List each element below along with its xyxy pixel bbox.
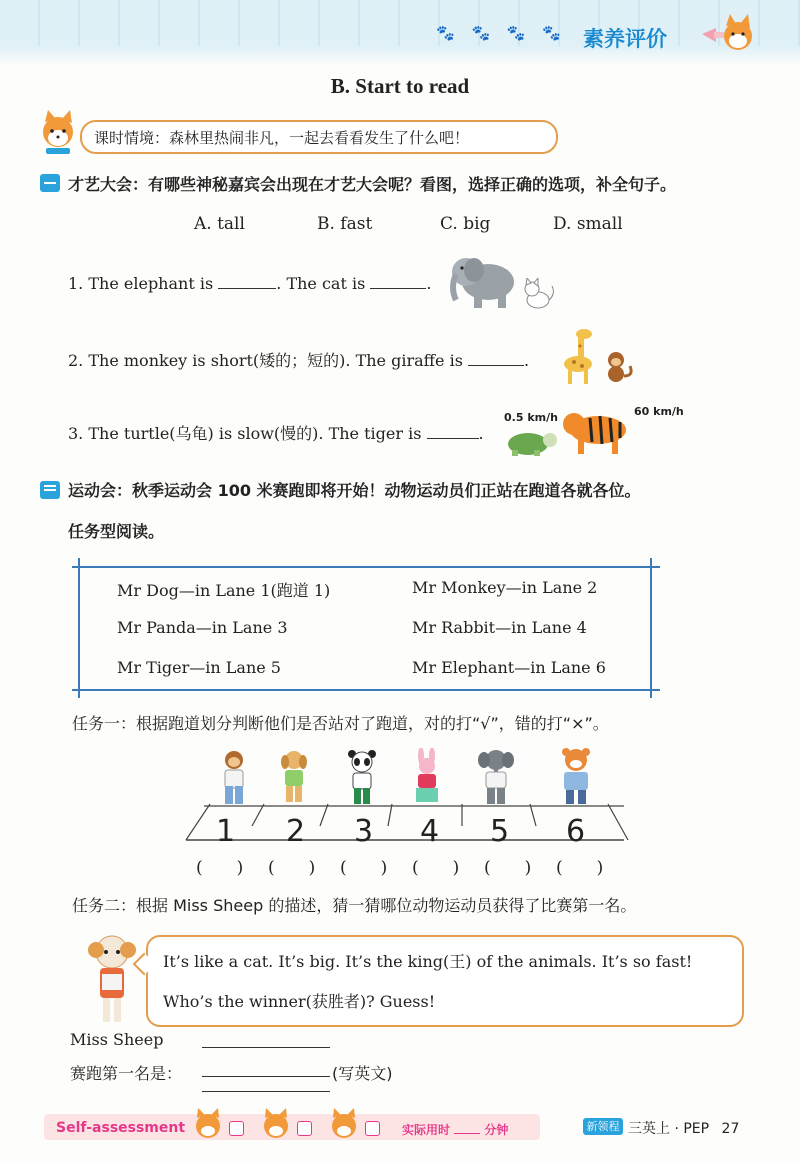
reading-box-left [78, 558, 80, 698]
section-two-badge [40, 481, 60, 499]
lane-number-5: 5 [490, 814, 510, 849]
elephant-icon [448, 252, 518, 310]
reading-box-right [650, 558, 652, 698]
bubble-line-1: It’s like a cat. It’s big. It’s the king(王) of the animals. It’s so fast! [163, 952, 693, 971]
cat-icon [520, 278, 556, 310]
question-3-part-a: 3. The turtle(乌龟) is slow(慢的). The tiger is [68, 424, 422, 443]
option-a: A. tall [194, 214, 245, 234]
section-one-badge [40, 174, 60, 192]
fox-trumpet-icon [700, 14, 756, 56]
scenario-text: 课时情境：森林里热闹非凡，一起去看看发生了什么吧！ [94, 129, 470, 147]
assessment-checkbox-3[interactable] [365, 1121, 380, 1136]
elephant-runner-icon [476, 748, 516, 808]
tiger-icon [560, 404, 632, 456]
lane-info-rabbit: Mr Rabbit—in Lane 4 [412, 618, 587, 637]
answer-paren-5[interactable]: ( ) [484, 858, 532, 878]
grade-label: 三英上 · PEP [628, 1121, 710, 1137]
speaker-label: Miss Sheep [70, 1030, 164, 1049]
bubble-line-2: Who’s the winner(获胜者)? Guess! [163, 992, 436, 1011]
lane-info-monkey: Mr Monkey—in Lane 2 [412, 578, 598, 597]
answer-blank-1b[interactable] [370, 274, 426, 289]
lane-number-4: 4 [420, 814, 440, 849]
question-1 [68, 274, 432, 293]
question-1-part-a: 1. The elephant is [68, 274, 214, 293]
time-spent [402, 1121, 508, 1138]
assessment-checkbox-2[interactable] [297, 1121, 312, 1136]
option-c: C. big [440, 214, 491, 234]
answer-blank-2[interactable] [468, 351, 524, 366]
answer-label: 赛跑第一名是： [70, 1064, 183, 1083]
paw-prints-icon: 🐾 🐾 🐾 🐾 [436, 24, 568, 42]
reading-box-top [72, 566, 660, 568]
answer-line-input[interactable] [202, 1075, 330, 1077]
lane-number-1: 1 [216, 814, 236, 849]
question-2-part-a: 2. The monkey is short(矮的；短的). The giraffe is [68, 351, 463, 370]
question-2-part-b: . [524, 351, 530, 370]
time-label: 实际用时 [402, 1123, 451, 1137]
fox-face-icon-3 [326, 1108, 362, 1140]
giraffe-icon [560, 328, 600, 384]
lane-number-2: 2 [286, 814, 306, 849]
section-one-heading: 才艺大会：有哪些神秘嘉宾会出现在才艺大会呢？看图，选择正确的选项，补全句子。 [68, 175, 677, 194]
reading-box-bottom [72, 689, 660, 691]
header-fade [0, 46, 800, 66]
question-3 [68, 421, 484, 444]
section-two-subheading: 任务型阅读。 [68, 522, 165, 541]
option-b: B. fast [317, 214, 373, 234]
answer-line-bottom [202, 1090, 330, 1092]
task-two-text: 任务二：根据 Miss Sheep 的描述，猜一猜哪位动物运动员获得了比赛第一名。 [72, 896, 637, 915]
publisher-badge: 新领程 [583, 1118, 623, 1135]
grade-page [628, 1118, 739, 1138]
fox-mascot-icon [36, 110, 80, 156]
lane-info-tiger: Mr Tiger—in Lane 5 [117, 658, 281, 677]
time-unit: 分钟 [484, 1123, 509, 1137]
question-1-part-c: . [426, 274, 432, 293]
task-one-text: 任务一：根据跑道划分判断他们是否站对了跑道，对的打“√”，错的打“×”。 [72, 714, 609, 733]
lane-info-dog: Mr Dog—in Lane 1(跑道 1) [117, 581, 331, 600]
lane-info-panda: Mr Panda—in Lane 3 [117, 618, 288, 637]
turtle-icon [502, 426, 558, 456]
brand-title: 素养评价 [583, 27, 667, 51]
question-3-part-b: . [478, 424, 484, 443]
lane-number-6: 6 [566, 814, 586, 849]
fox-face-icon-1 [190, 1108, 226, 1140]
answer-paren-1[interactable]: ( ) [196, 858, 244, 878]
assessment-checkbox-1[interactable] [229, 1121, 244, 1136]
page-number: 27 [721, 1121, 740, 1137]
answer-blank-3[interactable] [427, 424, 479, 439]
fox-face-icon-2 [258, 1108, 294, 1140]
rabbit-runner-icon [408, 748, 446, 808]
question-2 [68, 348, 529, 371]
question-1-part-b: . The cat is [276, 274, 366, 293]
tiger-runner-icon [556, 748, 596, 808]
answer-paren-2[interactable]: ( ) [268, 858, 316, 878]
time-blank[interactable] [454, 1133, 480, 1134]
answer-line-top [202, 1046, 330, 1048]
race-track [180, 800, 630, 846]
section-two-heading: 运动会：秋季运动会 100 米赛跑即将开始！动物运动员们正站在跑道各就各位。 [68, 481, 641, 500]
page-title: B. Start to read [330, 74, 470, 98]
answer-paren-6[interactable]: ( ) [556, 858, 604, 878]
answer-paren-4[interactable]: ( ) [412, 858, 460, 878]
answer-blank-1a[interactable] [218, 274, 276, 289]
monkey-icon [602, 350, 634, 384]
turtle-speed: 0.5 km/h [504, 411, 558, 424]
tiger-speed: 60 km/h [634, 405, 684, 418]
sheep-icon [86, 932, 138, 1026]
answer-note: (写英文) [332, 1064, 393, 1083]
self-assessment-label: Self-assessment [56, 1120, 186, 1136]
option-d: D. small [553, 214, 623, 234]
lane-info-elephant: Mr Elephant—in Lane 6 [412, 658, 606, 677]
answer-paren-3[interactable]: ( ) [340, 858, 388, 878]
lane-number-3: 3 [354, 814, 374, 849]
